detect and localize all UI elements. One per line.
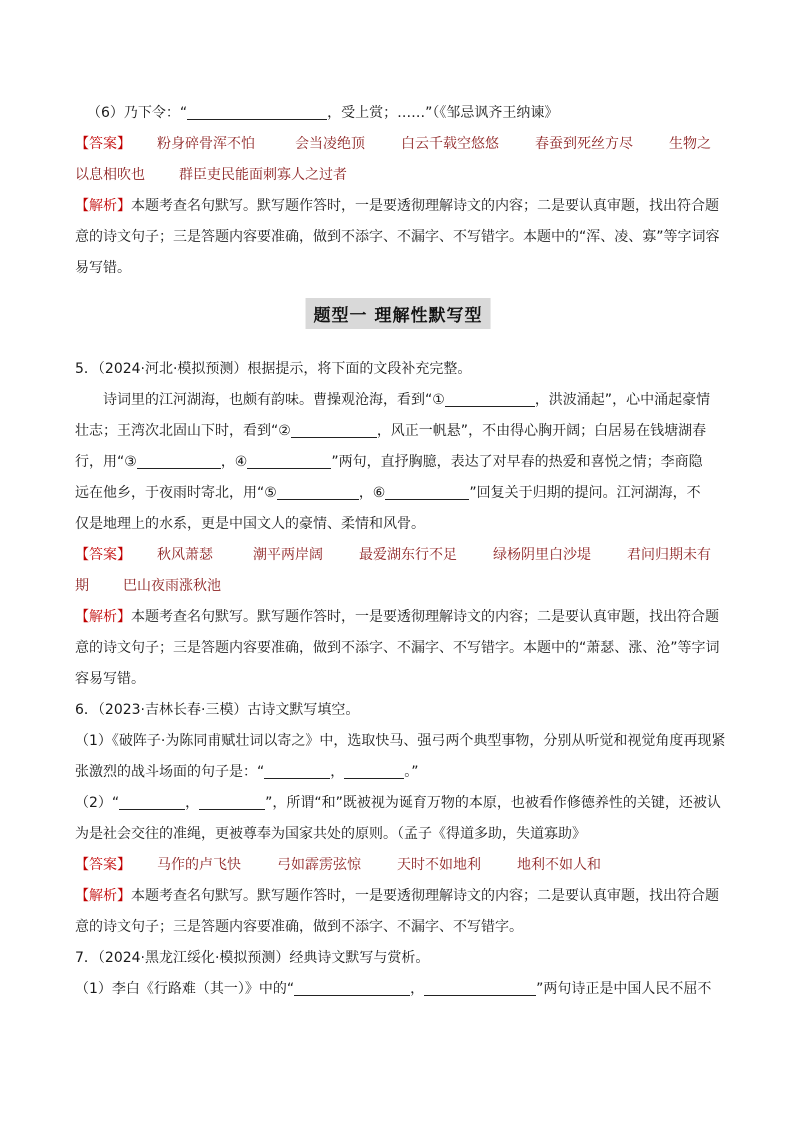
page-content: [75, 98, 726, 1005]
answer-item: 绿杨阴里白沙堤: [493, 547, 591, 563]
analysis-tag: 【解析】: [75, 609, 131, 625]
q5-passage-line: [75, 385, 721, 416]
q5-text: 壮志；王湾次北固山下时，看到“②: [75, 423, 291, 439]
q5-text: ，洪波涌起”，心中涌起豪情: [534, 392, 711, 408]
answer-blank[interactable]: [294, 978, 410, 996]
answer-item: 潮平两岸阔: [253, 547, 323, 563]
answer-item: 白云千载空悠悠: [401, 136, 499, 152]
q5-text: ”回复关于归期的提问。江河湖海，不: [469, 485, 701, 501]
answer-item: 春蚕到死丝方尽: [535, 136, 633, 152]
analysis-text: 容易写错。: [75, 671, 145, 687]
analysis-text: 本题考查名句默写。默写题作答时，一是要透彻理解诗文的内容；二是要认真审题，找出符合题: [131, 198, 719, 214]
answer-item: 期: [75, 578, 89, 594]
q6-text: 。”: [404, 764, 419, 780]
q4-answer-line-2: [75, 160, 721, 191]
q6-stem: 6．（2023·吉林长春·三模）古诗文默写填空。: [75, 702, 360, 718]
analysis-text: 易写错。: [75, 260, 131, 276]
q7-sub1-line: [75, 974, 721, 1005]
q5-analysis-line: [75, 664, 721, 695]
answer-tag: 【答案】: [75, 136, 131, 152]
q7-text: ”两句诗正是中国人民不屈不: [536, 981, 712, 997]
q4-sub6-line: [75, 98, 721, 129]
q5-analysis-line: [75, 602, 721, 633]
answer-tag: 【答案】: [75, 857, 131, 873]
answer-item: 君问归期未有: [627, 547, 711, 563]
answer-item: 天时不如地利: [397, 857, 481, 873]
answer-blank[interactable]: [385, 482, 469, 500]
answer-blank[interactable]: [424, 978, 536, 996]
answer-blank[interactable]: [137, 451, 221, 469]
answer-item: 群臣吏民能面刺寡人之过者: [179, 167, 347, 183]
q5-text: 诗词里的江河湖海，也颇有韵味。曹操观沧海，看到“①: [103, 392, 445, 408]
answer-blank[interactable]: [187, 102, 327, 120]
answer-item: 最爱湖东行不足: [359, 547, 457, 563]
answer-item: 马作的卢飞快: [157, 857, 241, 873]
q4-analysis-line: [75, 253, 721, 284]
answer-blank[interactable]: [277, 482, 359, 500]
q6-analysis-line: [75, 912, 721, 943]
section-heading: 题型一 理解性默写型: [306, 298, 491, 329]
q4-analysis-line: [75, 222, 721, 253]
q7-text: ，: [410, 981, 425, 997]
q5-text: 行，用“③: [75, 454, 137, 470]
q6-sub1-line: （1）《破阵子·为陈同甫赋壮词以寄之》中，选取快马、强弓两个典型事物，分别从听觉和视觉角度再现紧: [75, 733, 726, 749]
answer-item: 巴山夜雨涨秋池: [123, 578, 221, 594]
answer-item: 粉身碎骨浑不怕: [157, 136, 255, 152]
answer-item: 生物之: [669, 136, 711, 152]
q5-passage-line: [75, 416, 721, 447]
q7-text: （1）李白《行路难（其一）》中的“: [75, 981, 295, 997]
q5-passage-line: 仅是地理上的水系，更是中国文人的豪情、柔情和风骨。: [75, 516, 425, 532]
analysis-text: 意的诗文句子；三是答题内容要准确，做到不添字、不漏字、不写错字。本题中的“萧瑟、涨、沧”等字词: [75, 640, 720, 656]
q5-text: ，风正一帆悬”，不由得心胸开阔；白居易在钱塘湖春: [376, 423, 707, 439]
section-heading-wrap: [75, 284, 721, 354]
answer-item: 以息相吹也: [75, 167, 145, 183]
q6-sub1-line-2: [75, 757, 721, 788]
answer-blank[interactable]: [119, 792, 185, 810]
answer-item: 会当凌绝顶: [295, 136, 365, 152]
q6-analysis-line: [75, 881, 721, 912]
q4-analysis-line: [75, 191, 721, 222]
answer-item: 弓如霹雳弦惊: [277, 857, 361, 873]
q7-stem: 7．（2024·黑龙江绥化·模拟预测）经典诗文默写与赏析。: [75, 950, 430, 966]
q6-sub2-line-2: 为是社会交往的准绳，更被尊奉为国家共处的原则。（孟子《得道多助，失道寡助》: [75, 826, 586, 842]
q4-sub6-text-b: ，受上赏；……”（《邹忌讽齐王纳谏》: [327, 105, 559, 121]
answer-blank[interactable]: [291, 420, 377, 438]
q5-text: ，⑥: [358, 485, 386, 501]
q5-passage-line: [75, 447, 721, 478]
answer-blank[interactable]: [264, 761, 330, 779]
q6-text: 张激烈的战斗场面的句子是：“: [75, 764, 265, 780]
q6-text: ”，所谓“和”既被视为诞育万物的本原，也被看作修德养性的关键，还被认: [265, 795, 721, 811]
analysis-tag: 【解析】: [75, 888, 131, 904]
answer-blank[interactable]: [199, 792, 265, 810]
answer-item: 秋风萧瑟: [157, 547, 213, 563]
answer-item: 地利不如人和: [517, 857, 601, 873]
answer-blank[interactable]: [445, 389, 535, 407]
q5-text: ”两句，直抒胸臆，表达了对早春的热爱和喜悦之情；李商隐: [331, 454, 703, 470]
q6-text: ，: [330, 764, 345, 780]
q5-text: 远在他乡，于夜雨时寄北，用“⑤: [75, 485, 277, 501]
q5-analysis-line: [75, 633, 721, 664]
q6-answer-line: [75, 850, 721, 881]
analysis-text: 本题考查名句默写。默写题作答时，一是要透彻理解诗文的内容；二是要认真审题，找出符合题: [131, 609, 719, 625]
q6-text: （2）“: [75, 795, 120, 811]
answer-tag: 【答案】: [75, 547, 131, 563]
q5-text: ，④: [220, 454, 248, 470]
answer-blank[interactable]: [344, 761, 404, 779]
q5-passage-line: [75, 478, 721, 509]
q6-sub2-line: [75, 788, 721, 819]
q4-answer-line: [75, 129, 721, 160]
q6-text: ，: [185, 795, 200, 811]
q5-answer-line: [75, 540, 721, 571]
analysis-text: 意的诗文句子；三是答题内容要准确，做到不添字、不漏字、不写错字。: [75, 919, 523, 935]
analysis-tag: 【解析】: [75, 198, 131, 214]
analysis-text: 意的诗文句子；三是答题内容要准确，做到不添字、不漏字、不写错字。本题中的“浑、凌、寡”等字词容: [75, 229, 720, 245]
answer-blank[interactable]: [247, 451, 331, 469]
analysis-text: 本题考查名句默写。默写题作答时，一是要透彻理解诗文的内容；二是要认真审题，找出符合题: [131, 888, 719, 904]
q5-answer-line-2: [75, 571, 721, 602]
q5-stem: 5．（2024·河北·模拟预测）根据提示，将下面的文段补充完整。: [75, 361, 472, 377]
q4-sub6-text-a: （6）乃下令：“: [87, 105, 188, 121]
